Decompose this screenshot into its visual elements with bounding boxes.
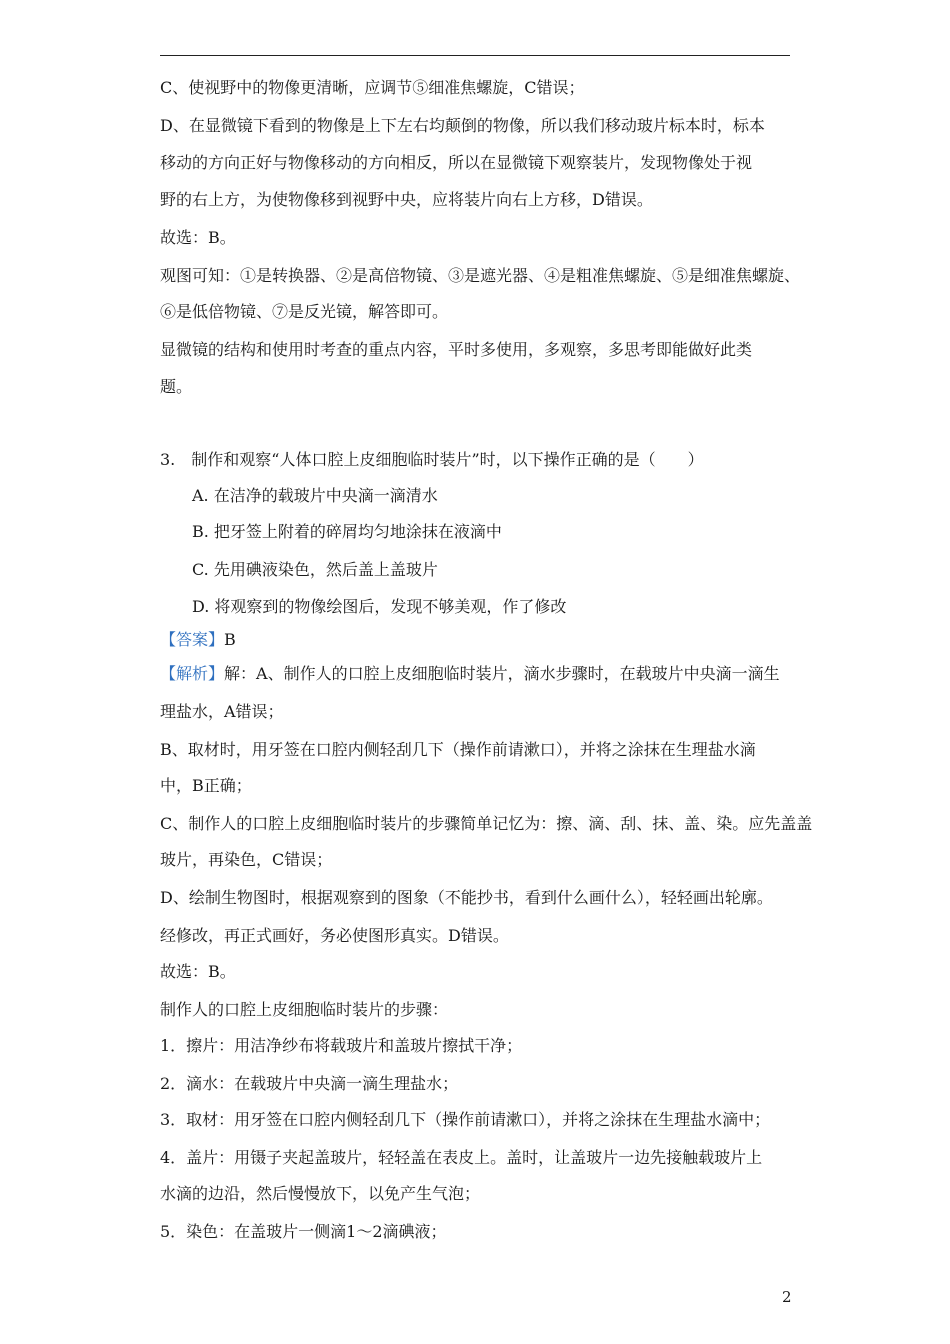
- analysis-line: C、制作人的口腔上皮细胞临时装片的步骤简单记忆为：擦、滴、刮、抹、盖、染。应先盖盖: [160, 814, 813, 833]
- text-line: 野的右上方，为使物像移到视野中央，应将装片向右上方移，D错误。: [160, 190, 653, 209]
- text-line: ⑥是低倍物镜、⑦是反光镜，解答即可。: [160, 302, 449, 321]
- analysis-line: 理盐水，A错误；: [160, 702, 284, 721]
- analysis-line: 制作人的口腔上皮细胞临时装片的步骤：: [160, 1000, 449, 1019]
- option-a: A. 在洁净的载玻片中央滴一滴清水: [192, 486, 438, 505]
- answer-tag: 【答案】: [160, 630, 225, 649]
- text-line: 显微镜的结构和使用时考查的重点内容，平时多使用，多观察，多思考即能做好此类: [160, 340, 753, 359]
- step-item: 4．盖片：用镊子夹起盖玻片，轻轻盖在表皮上。盖时，让盖玻片一边先接触载玻片上: [160, 1148, 763, 1167]
- analysis-line: D、绘制生物图时，根据观察到的图象（不能抄书，看到什么画什么），轻轻画出轮廓。: [160, 888, 773, 907]
- analysis-line: 故选：B。: [160, 962, 236, 981]
- option-c: C. 先用碘液染色，然后盖上盖玻片: [192, 560, 438, 579]
- step-item: 1．擦片：用洁净纱布将载玻片和盖玻片擦拭干净；: [160, 1036, 523, 1055]
- text-line: 题。: [160, 377, 193, 396]
- answer-line: [160, 630, 236, 650]
- answer-value: B: [224, 630, 236, 649]
- analysis-tag: 【解析】: [160, 664, 225, 683]
- header-rule: [160, 55, 790, 56]
- analysis-line: 经修改，再正式画好，务必使图形真实。D错误。: [160, 926, 509, 945]
- step-item: 2．滴水：在载玻片中央滴一滴生理盐水；: [160, 1074, 459, 1093]
- analysis-line: 玻片，再染色，C错误；: [160, 850, 333, 869]
- step-item: 水滴的边沿，然后慢慢放下，以免产生气泡；: [160, 1184, 481, 1203]
- text-line: C、使视野中的物像更清晰，应调节⑤细准焦螺旋，C错误；: [160, 78, 585, 97]
- step-item: 5．染色：在盖玻片一侧滴1～2滴碘液；: [160, 1222, 447, 1241]
- analysis-line: 中，B正确；: [160, 776, 252, 795]
- page-number: 2: [782, 1288, 792, 1306]
- text-line: 观图可知：①是转换器、②是高倍物镜、③是遮光器、④是粗准焦螺旋、⑤是细准焦螺旋、: [160, 266, 801, 285]
- text-line: 故选：B。: [160, 228, 236, 247]
- analysis-line: [160, 664, 780, 684]
- question-stem: 3. 制作和观察“人体口腔上皮细胞临时装片”时，以下操作正确的是（ ）: [160, 450, 704, 469]
- analysis-line: B、取材时，用牙签在口腔内侧轻刮几下（操作前请漱口），并将之涂抹在生理盐水滴: [160, 740, 756, 759]
- option-b: B. 把牙签上附着的碎屑均匀地涂抹在液滴中: [192, 522, 502, 541]
- text-line: 移动的方向正好与物像移动的方向相反，所以在显微镜下观察装片，发现物像处于视: [160, 153, 753, 172]
- analysis-text: 解：A、制作人的口腔上皮细胞临时装片，滴水步骤时，在载玻片中央滴一滴生: [224, 664, 780, 683]
- option-d: D. 将观察到的物像绘图后，发现不够美观，作了修改: [192, 597, 567, 616]
- step-item: 3．取材：用牙签在口腔内侧轻刮几下（操作前请漱口），并将之涂抹在生理盐水滴中；: [160, 1110, 771, 1129]
- text-line: D、在显微镜下看到的物像是上下左右均颠倒的物像，所以我们移动玻片标本时，标本: [160, 116, 765, 135]
